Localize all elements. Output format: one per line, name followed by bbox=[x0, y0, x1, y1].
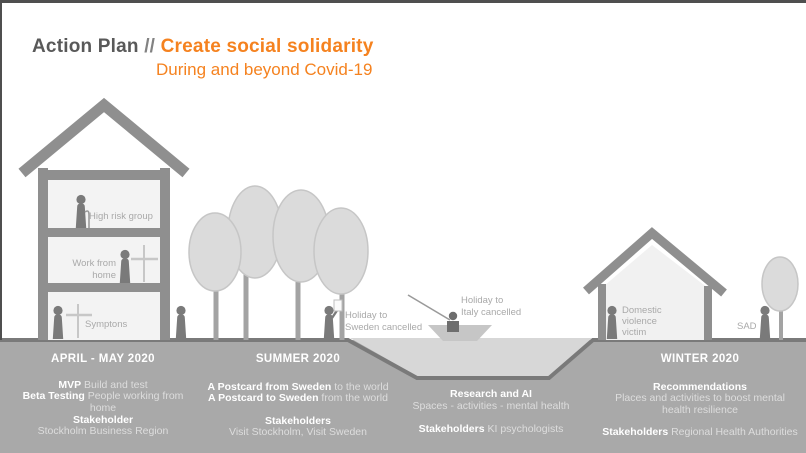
timeline-research-line1 bbox=[396, 389, 586, 401]
timeline-header-summer: SUMMER 2020 bbox=[255, 353, 341, 365]
left-border bbox=[0, 0, 2, 340]
house-left-wall bbox=[38, 168, 48, 340]
timeline-header-winter: WINTER 2020 bbox=[660, 353, 740, 365]
person-icon-domestic-violence bbox=[607, 306, 617, 339]
right-house-right-wall bbox=[704, 286, 712, 340]
timeline-summer-stakeholder-label: Stakeholders bbox=[265, 415, 331, 427]
label-domestic-line1: Domestic bbox=[622, 305, 662, 316]
label-holiday-italy-line1: Holiday to bbox=[461, 295, 504, 306]
label-domestic-violence-victim bbox=[622, 305, 662, 338]
label-holiday-sweden-line2: Sweden cancelled bbox=[345, 322, 423, 333]
label-holiday-sweden-cancelled bbox=[345, 310, 422, 334]
timeline-summer-stakeholder-value: Visit Stockholm, Visit Sweden bbox=[229, 426, 367, 438]
label-high-risk-group: High risk group bbox=[89, 211, 153, 222]
person-icon-boat bbox=[449, 312, 457, 320]
timeline-summer-line1: A Postcard from Sweden to the world bbox=[207, 381, 389, 393]
page-title bbox=[32, 36, 373, 58]
person-icon-sad bbox=[760, 306, 770, 339]
person-icon-symptoms bbox=[53, 306, 63, 339]
person-body-boat bbox=[447, 321, 459, 332]
timeline-summer-line2: A Postcard to Sweden from the world bbox=[208, 392, 388, 404]
timeline-april-stakeholder-value: Stockholm Business Region bbox=[37, 425, 169, 437]
label-domestic-line3: victim bbox=[622, 327, 647, 338]
label-holiday-italy-cancelled bbox=[461, 295, 521, 319]
person-icon-outside bbox=[176, 306, 186, 339]
timeline-winter-line2: Places and activities to boost mental health resilience bbox=[615, 392, 785, 416]
title-headline: Create social solidarity bbox=[160, 36, 374, 57]
label-sad: SAD bbox=[737, 321, 757, 332]
right-house-left-wall bbox=[598, 284, 606, 340]
label-work-from-home-line2: home bbox=[92, 270, 116, 281]
person-icon-holiday-sweden bbox=[324, 306, 334, 339]
house-slab-bottom bbox=[38, 283, 170, 292]
tree-icon-4 bbox=[314, 208, 368, 294]
research-and-ai-label: Research and AI bbox=[450, 388, 532, 400]
top-border bbox=[0, 0, 806, 3]
phone-icon bbox=[334, 300, 342, 311]
timeline-april-line2: Beta Testing People working from home bbox=[22, 390, 184, 414]
label-symptoms: Symptons bbox=[85, 319, 128, 330]
beta-testing-label: Beta Testing bbox=[22, 390, 85, 402]
postcard-from-sweden-label: A Postcard from Sweden bbox=[207, 381, 332, 393]
mvp-label: MVP bbox=[58, 379, 82, 391]
house-slab-top bbox=[38, 170, 170, 180]
tree-icon-1 bbox=[189, 213, 241, 291]
timeline-research-line2: Spaces - activities - mental health bbox=[412, 400, 570, 412]
label-holiday-sweden-line1: Holiday to bbox=[345, 310, 388, 321]
house-slab-middle bbox=[38, 228, 170, 237]
label-work-from-home-line1: Work from bbox=[72, 258, 116, 269]
postcard-to-sweden-label: A Postcard to Sweden bbox=[208, 392, 319, 404]
label-work-from-home bbox=[60, 258, 116, 282]
label-domestic-line2: violence bbox=[622, 316, 657, 327]
page-subtitle: During and beyond Covid-19 bbox=[156, 60, 373, 79]
house-right-wall bbox=[160, 168, 170, 340]
title-separator: // bbox=[144, 36, 161, 57]
timeline-research-stakeholder: Stakeholders KI psychologists bbox=[418, 423, 564, 435]
recommendations-label: Recommendations bbox=[653, 381, 747, 393]
timeline-winter-stakeholder: Stakeholders Regional Health Authorities bbox=[602, 426, 798, 438]
tree-icon-right bbox=[762, 257, 798, 311]
timeline-april-stakeholder-label: Stakeholder bbox=[72, 414, 134, 426]
label-holiday-italy-line2: Italy cancelled bbox=[461, 307, 522, 318]
house-roof bbox=[22, 105, 186, 173]
person-icon-work-from-home bbox=[120, 250, 130, 283]
title-prefix: Action Plan bbox=[32, 36, 145, 57]
timeline-header-april-may: APRIL - MAY 2020 bbox=[51, 353, 155, 365]
timeline-april-line1: MVP Build and test bbox=[58, 379, 148, 391]
